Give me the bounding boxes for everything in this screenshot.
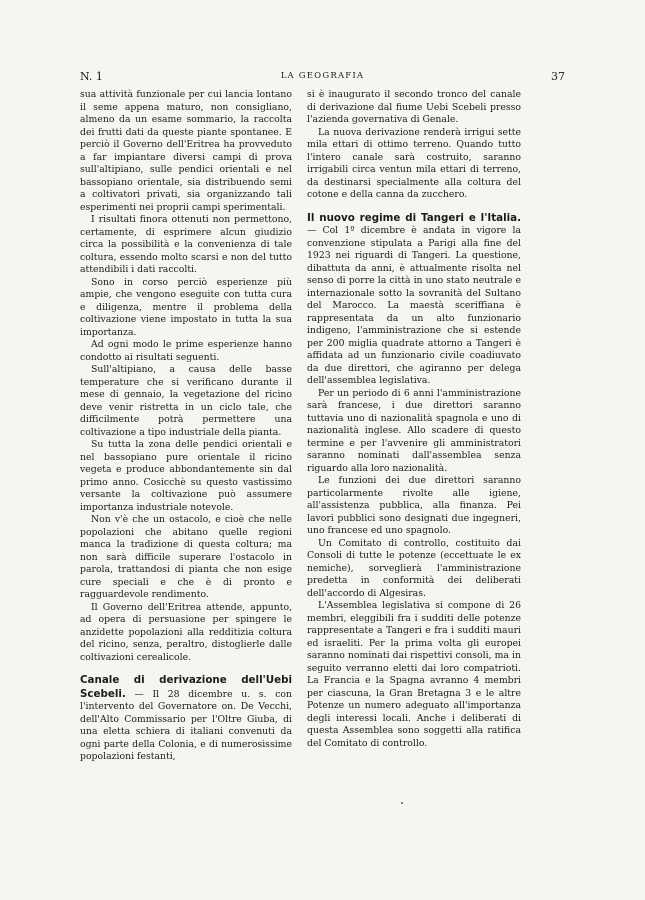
section-text: — Il 28 dicembre u. s. con l'intervento del Governatore on. De Vecchi, dell'Alto Commissario per l'Oltre Giuba, di una eletta schiera di italiani convenuti da ogni parte della Colonia, e di numerosissime popolazioni festanti, [80, 688, 292, 762]
paragraph: Sono in corso perciò esperienze più ampie, che vengono eseguite con tutta cura e diligenza, mentre il problema della coltivazione viene impostato in tutta la sua importanza. [80, 276, 292, 338]
left-column [80, 89, 292, 764]
paragraph: Un Comitato di controllo, costituito dai Consoli di tutte le potenze (eccettuate le ex nemiche), sorveglierà l'amministrazione predetta in conformità dei deliberati dell'accordo di Algesiras. [307, 537, 521, 599]
paragraph: si è inaugurato il secondo tronco del canale di derivazione dal fiume Uebi Scebeli presso l'azienda governativa di Genale. [307, 89, 521, 125]
page-header [80, 70, 565, 86]
paragraph: Sull'altipiano, a causa delle basse temperature che si verificano durante il mese di gennaio, la vegetazione del ricino deve venir ristretta in un ciclo tale, che difficilmente potrà permettere una coltivazione a tipo industriale della pianta. [80, 364, 292, 438]
paragraph: Per un periodo di 6 anni l'amministrazione sarà francese, i due direttori saranno tuttavia uno di nazionalità spagnola e uno di nazionalità inglese. Allo scadere di questo termine e per l'avvenire gli amministratori saranno nominati dall'assemblea senza riguardo alla loro nazionalità. [307, 387, 521, 474]
section-heading: Canale di derivazione dell'Uebi Scebeli. [80, 674, 292, 700]
paragraph: Su tutta la zona delle pendici orientali e nel bassopiano pure orientale il ricino vegeta e produce abbondantemente sin dal primo anno. Cosicchè su questo vastissimo versante la coltivazione può assumere importanza industriale notevole. [80, 439, 292, 513]
issue-number: N. 1 [80, 70, 103, 83]
paragraph: Ad ogni modo le prime esperienze hanno condotto ai risultati seguenti. [80, 339, 292, 363]
right-column [307, 89, 521, 750]
paragraph: Non v'è che un ostacolo, e cioè che nelle popolazioni che abitano quelle regioni manca la tradizione di questa coltura; ma non sarà difficile superare l'ostacolo in parola, trattandosi di pianta che non esige cure speciali e che è di pronto e ragguardevole rendimento. [80, 514, 292, 600]
paragraph: Il Governo dell'Eritrea attende, appunto, ad opera di persuasione per spingere le anzidette popolazioni alla redditizia coltura del ricino, senza, peraltro, distoglierle dalle coltivazioni cerealicole. [80, 601, 292, 663]
page-number: 37 [551, 70, 565, 83]
paragraph: La nuova derivazione renderà irrigui sette mila ettari di ottimo terreno. Quando tutto l'intero canale sarà costruito, saranno irrigabili circa ventun mila ettari di terreno, da destinarsi specialmente alla coltura del cotone e della canna da zucchero. [307, 126, 521, 200]
section-heading: Il nuovo regime di Tangeri e l'Italia. [307, 211, 521, 224]
print-speck [401, 802, 403, 804]
paragraph: L'Assemblea legislativa si compone di 26 membri, eleggibili fra i sudditi delle potenze rappresentate a Tangeri e fra i sudditi mauri ed israeliti. Per la prima volta gli europei saranno nominati dai rispettivi consoli, ma in seguito verranno eletti dai loro compatrioti. La Francia e la Spagna avranno 4 membri per ciascuna, la Gran Bretagna 3 e le altre Potenze un numero adeguato all'importanza degli interessi locali. Anche i deliberati di questa Assemblea sono soggetti alla ratifica del Comitato di controllo. [307, 600, 521, 749]
paragraph: sua attività funzionale per cui lancia lontano il seme appena maturo, non consigliano, almeno da un esame sommario, la raccolta dei frutti dati da queste piante spontanee. E perciò il Governo dell'Eritrea ha provveduto a far impiantare diversi campi di prova sull'altipiano, sulle pendici orientali e nel bassopiano orientale, sia distribuendo semi a coltivatori privati, sia organizzando tali esperimenti nei proprii campi sperimentali. [80, 89, 292, 213]
section-text: — Col 1º dicembre è andata in vigore la convenzione stipulata a Parigi alla fine del 1923 nei riguardi di Tangeri. La questione, dibattuta da anni, è attualmente risolta nel senso di porre la città in uno stato neutrale e internazionale sotto la sovranità del Sultano del Marocco. La maestà sceriffiana è rappresentata da un alto funzionario indigeno, l'amministrazione che si estende per 200 miglia quadrate attorno a Tangeri è affidata ad un funzionario civile coadiuvato da due direttori, che agiranno per delega dell'assemblea legislativa. [307, 225, 521, 386]
paragraph: Le funzioni dei due direttori saranno particolarmente rivolte alle igiene, all'assistenza pubblica, alla finanza. Pei lavori pubblici sono designati due ingegneri, uno francese ed uno spagnolo. [307, 475, 521, 536]
journal-title: LA GEOGRAFIA [280, 71, 365, 81]
paragraph: I risultati finora ottenuti non permettono, certamente, di esprimere alcun giudizio circa la possibilità e la convenienza di tale coltura, essendo molto scarsi e non del tutto attendibili i dati raccolti. [80, 214, 292, 275]
